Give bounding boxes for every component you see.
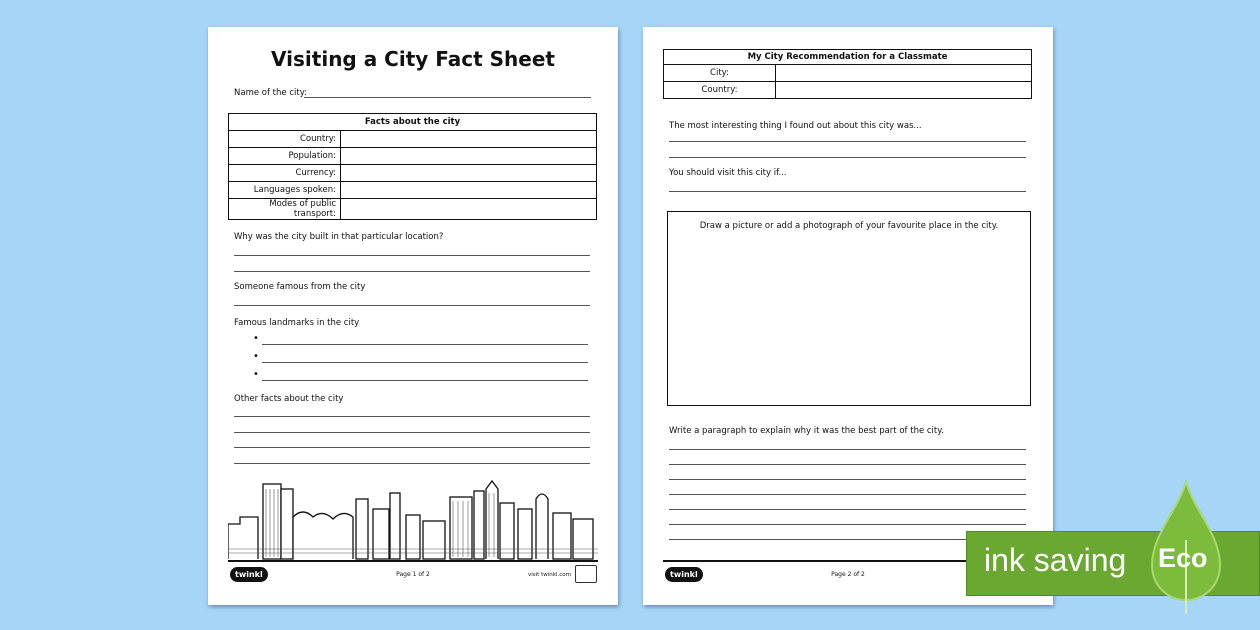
answer-line <box>669 449 1026 450</box>
page-number: Page 2 of 2 <box>831 571 865 578</box>
answer-line <box>234 463 590 464</box>
answer-line <box>669 494 1026 495</box>
badge-icon <box>575 565 597 583</box>
answer-line <box>669 509 1026 510</box>
name-line <box>304 97 591 98</box>
answer-line <box>262 380 588 381</box>
answer-line <box>234 271 590 272</box>
answer-line <box>669 524 1026 525</box>
facts-header: Facts about the city <box>229 114 597 131</box>
answer-line <box>234 432 590 433</box>
website-link[interactable]: visit twinkl.com <box>528 572 571 578</box>
facts-cell[interactable] <box>341 148 597 165</box>
answer-line <box>262 344 588 345</box>
worksheet-page-2 <box>643 27 1053 605</box>
question-interesting: The most interesting thing I found out about this city was... <box>669 121 922 131</box>
recommendation-table <box>663 49 1032 99</box>
worksheet-page-1 <box>208 27 618 605</box>
footer-rule <box>228 560 598 562</box>
rec-row-label: Country: <box>664 82 776 99</box>
page-number: Page 1 of 2 <box>396 571 430 578</box>
bullet: • <box>253 333 259 344</box>
answer-line <box>234 305 590 306</box>
drawing-box[interactable] <box>667 211 1031 406</box>
twinkl-logo: twinkl <box>230 567 268 582</box>
answer-line <box>669 479 1026 480</box>
answer-line <box>669 157 1026 158</box>
answer-line <box>669 191 1026 192</box>
question-landmarks: Famous landmarks in the city <box>234 318 360 328</box>
question-location: Why was the city built in that particular location? <box>234 232 444 242</box>
city-skyline-illustration <box>228 479 598 561</box>
question-paragraph: Write a paragraph to explain why it was the best part of the city. <box>669 426 944 436</box>
facts-row-label: Languages spoken: <box>229 182 341 199</box>
drawing-prompt: Draw a picture or add a photograph of your favourite place in the city. <box>699 221 999 231</box>
facts-row-label: Currency: <box>229 165 341 182</box>
recommendation-header: My City Recommendation for a Classmate <box>664 50 1032 65</box>
question-famous: Someone famous from the city <box>234 282 366 292</box>
facts-cell[interactable] <box>341 131 597 148</box>
answer-line <box>669 464 1026 465</box>
twinkl-logo: twinkl <box>665 567 703 582</box>
facts-table <box>228 113 597 220</box>
answer-line <box>234 255 590 256</box>
rec-cell[interactable] <box>776 65 1032 82</box>
eco-label: Eco <box>1158 543 1208 573</box>
facts-row-label: Country: <box>229 131 341 148</box>
ink-saving-label: ink saving <box>984 542 1127 578</box>
facts-row-label: Population: <box>229 148 341 165</box>
answer-line <box>669 141 1026 142</box>
question-other: Other facts about the city <box>234 394 344 404</box>
answer-line <box>234 447 590 448</box>
answer-line <box>234 416 590 417</box>
rec-cell[interactable] <box>776 82 1032 99</box>
name-label: Name of the city: <box>234 88 307 98</box>
facts-row-label: Modes of public transport: <box>229 199 341 220</box>
facts-cell[interactable] <box>341 199 597 220</box>
answer-line <box>262 362 588 363</box>
page-title: Visiting a City Fact Sheet <box>271 47 555 71</box>
bullet: • <box>253 369 259 380</box>
facts-cell[interactable] <box>341 182 597 199</box>
question-visit: You should visit this city if... <box>669 168 787 178</box>
facts-cell[interactable] <box>341 165 597 182</box>
rec-row-label: City: <box>664 65 776 82</box>
bullet: • <box>253 351 259 362</box>
